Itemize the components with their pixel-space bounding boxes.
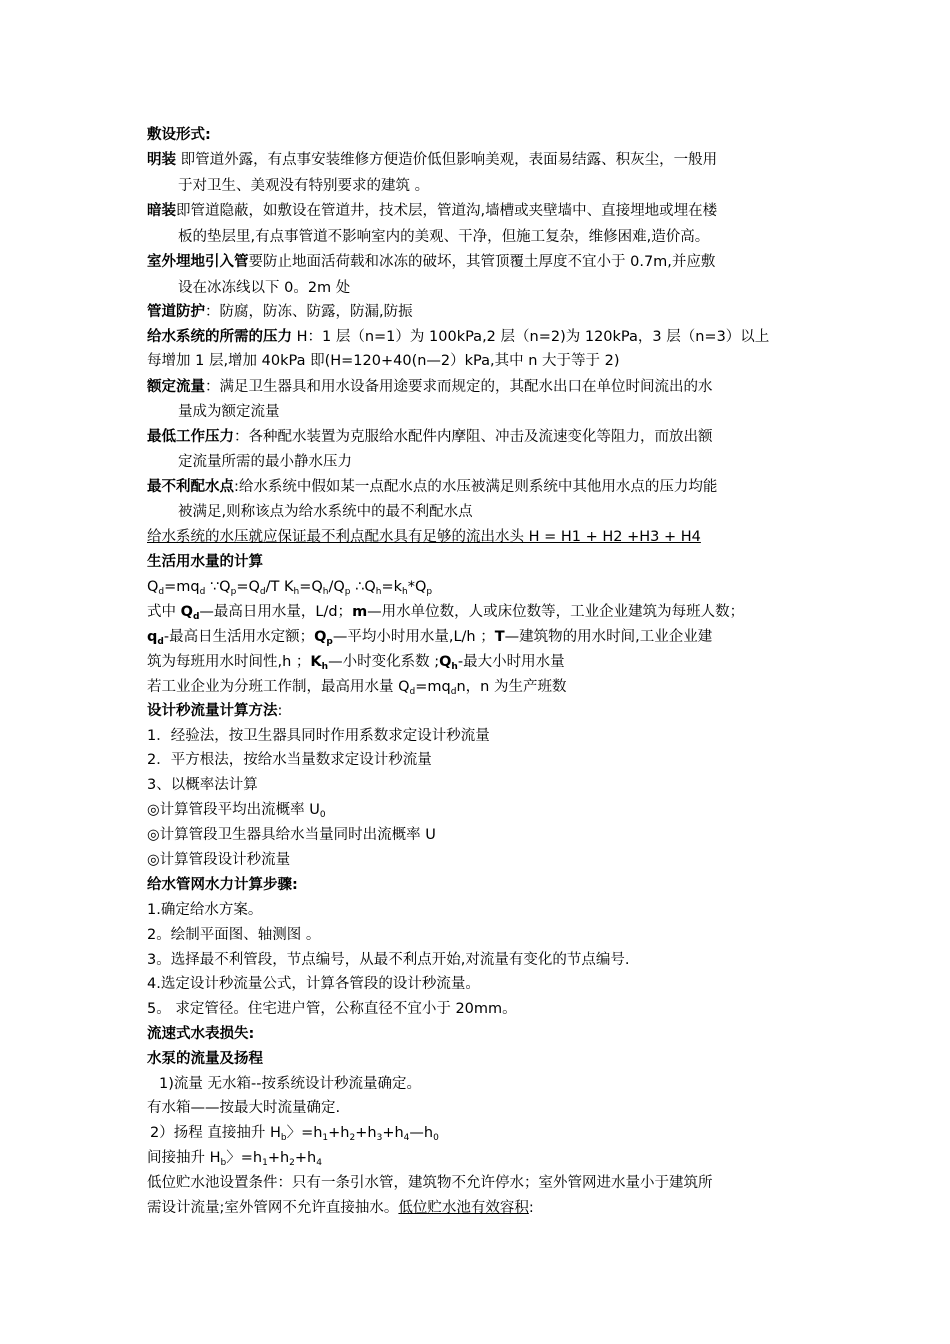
subscript-text: 1	[262, 1158, 268, 1168]
text-segment: 于对卫生、美观没有特别要求的建筑 。	[178, 178, 430, 194]
text-segment: 量成为额定流量	[178, 404, 280, 420]
subscript-text: p	[426, 587, 433, 597]
text-segment: Q	[147, 579, 159, 595]
text-segment: 室外埋地引入管	[147, 254, 249, 270]
text-segment: —h	[409, 1125, 434, 1141]
subscript-text: 2	[349, 1133, 356, 1143]
text-segment: 生活用水量的计算	[147, 554, 263, 570]
text-segment: K	[310, 654, 322, 670]
text-segment: T	[494, 629, 505, 645]
list-item	[159, 1074, 421, 1094]
line-section-heading	[147, 875, 298, 895]
text-segment: 低位贮水池设置条件：只有一条引水管，建筑物不允许停水；室外管网进水量小于建筑所	[147, 1175, 713, 1191]
text-segment: 2。绘制平面图、轴测图 。	[147, 927, 321, 943]
text-segment: 明装	[147, 152, 176, 168]
list-item	[147, 1098, 340, 1118]
text-segment: 定流量所需的最小静水压力	[178, 454, 352, 470]
text-segment: 〉=h	[286, 1125, 323, 1141]
subscript-text: d	[158, 587, 165, 597]
subscript-text: 0	[319, 810, 326, 820]
line-section-heading	[147, 552, 263, 572]
text-segment: 给水管网水力计算步骤:	[147, 877, 298, 893]
list-item	[147, 974, 480, 994]
text-segment: Q	[180, 604, 193, 620]
line-underlined-formula	[147, 527, 701, 547]
list-item	[147, 800, 326, 820]
text-segment: 有水箱——按最大时流量确定.	[147, 1100, 341, 1116]
subscript-text: d	[450, 687, 457, 697]
subscript-text: p	[230, 587, 237, 597]
subscript-text: 3	[376, 1133, 383, 1143]
text-segment: Q	[439, 654, 452, 670]
text-segment: 管道防护	[147, 304, 205, 320]
text-segment: H：1 层（n=1）为 100kPa,2 层（n=2)为 120kPa，3 层（n=3）以上	[292, 329, 770, 345]
subscript-text: h	[293, 587, 300, 597]
subscript-text: h	[321, 662, 329, 672]
text-segment: 给水系统的所需的压力	[147, 329, 292, 345]
subscript-text: d	[259, 587, 266, 597]
text-segment: 水泵的流量及扬程	[147, 1051, 263, 1067]
text-segment: 1.确定给水方案。	[147, 902, 263, 918]
text-segment: =Q	[236, 579, 260, 595]
line-paragraph	[147, 302, 413, 322]
subscript-text: 1	[322, 1133, 329, 1143]
line-section-heading	[147, 125, 211, 145]
text-segment: =Q	[299, 579, 323, 595]
text-segment: Q	[314, 629, 327, 645]
text-segment: 〉=h	[226, 1150, 263, 1166]
text-segment: 2）扬程 直接抽升 H	[150, 1125, 281, 1141]
subscript-text: d	[409, 687, 416, 697]
text-segment: 若工业企业为分班工作制，最高用水量 Q	[147, 679, 410, 695]
text-segment: 4.选定设计秒流量公式，计算各管段的设计秒流量。	[147, 976, 480, 992]
text-segment: ∵Q	[205, 579, 231, 595]
text-segment: ◎计算管段设计秒流量	[147, 852, 291, 868]
text-segment: 1)流量 无水箱--按系统设计秒流量确定。	[159, 1076, 421, 1092]
text-segment: :	[277, 703, 283, 719]
line-section-heading	[147, 1049, 263, 1069]
line-paragraph	[147, 150, 717, 170]
text-segment: /Q	[328, 579, 345, 595]
text-segment: +h	[267, 1150, 290, 1166]
subscript-text: p	[326, 637, 333, 647]
text-segment: ◎计算管段平均出流概率 U	[147, 802, 320, 818]
text-segment: +h	[382, 1125, 404, 1141]
line-paragraph-continued	[178, 227, 709, 247]
line-paragraph	[147, 477, 717, 497]
subscript-text: h	[402, 587, 408, 597]
line-paragraph	[147, 351, 620, 371]
line-section-heading	[147, 1024, 254, 1044]
subscript-text: d	[157, 637, 164, 647]
line-paragraph-continued	[178, 176, 429, 196]
text-segment: ∴Q	[350, 579, 376, 595]
line-paragraph	[147, 602, 744, 622]
text-segment: 3、以概率法计算	[147, 777, 258, 793]
text-segment: :	[528, 1200, 534, 1216]
line-paragraph-continued	[178, 502, 473, 522]
text-segment: 最低工作压力	[147, 429, 234, 445]
text-segment: 即管道隐蔽，如敷设在管道井，技术层，管道沟,墙槽或夹壁墙中、直接埋地或埋在楼	[176, 203, 718, 219]
line-formula	[147, 577, 432, 597]
text-segment: q	[147, 629, 158, 645]
text-segment: m	[352, 604, 368, 620]
text-segment: —小时变化系数 ;	[328, 654, 440, 670]
text-segment: 即管道外露，有点事安装维修方便造价低但影响美观，表面易结露、积灰尘，一般用	[176, 152, 718, 168]
list-item	[147, 750, 432, 770]
line-paragraph	[147, 377, 713, 397]
text-segment: 要防止地面活荷载和冰冻的破坏，其管顶覆土厚度不宜小于 0.7m,并应敷	[248, 254, 716, 270]
text-segment: 2．平方根法，按给水当量数求定设计秒流量	[147, 752, 432, 768]
line-formula	[150, 1123, 439, 1143]
line-paragraph	[147, 1198, 534, 1218]
text-segment: ：防腐，防冻、防露，防漏,防振	[205, 304, 413, 320]
subscript-text: h	[322, 587, 329, 597]
text-segment: ◎计算管段卫生器具给水当量同时出流概率 U	[147, 827, 436, 843]
text-segment: 流速式水表损失:	[147, 1026, 255, 1042]
list-item	[147, 925, 320, 945]
text-segment: 式中	[147, 604, 181, 620]
text-segment: =mq	[415, 679, 451, 695]
list-item	[147, 850, 290, 870]
text-segment: 设计秒流量计算方法	[147, 703, 278, 719]
text-segment: +h	[294, 1150, 317, 1166]
text-segment: 需设计流量;室外管网不允许直接抽水。	[147, 1200, 399, 1216]
text-segment: n，n 为生产班数	[456, 679, 567, 695]
line-paragraph	[147, 677, 566, 697]
subscript-text: 4	[403, 1133, 410, 1143]
text-segment: —平均小时用水量,L/h ；	[332, 629, 495, 645]
text-segment: 低位贮水池有效容积	[398, 1200, 529, 1216]
subscript-text: h	[451, 662, 458, 672]
line-paragraph	[147, 427, 713, 447]
list-item	[147, 900, 262, 920]
line-paragraph	[147, 201, 717, 221]
subscript-text: d	[192, 612, 200, 622]
text-segment: 1．经验法，按卫生器具同时作用系数求定设计秒流量	[147, 728, 490, 744]
subscript-text: p	[344, 587, 351, 597]
text-segment: 间接抽升 H	[147, 1150, 221, 1166]
line-paragraph-continued	[178, 278, 350, 298]
subscript-text: 0	[433, 1133, 439, 1143]
list-item	[147, 726, 490, 746]
list-item	[147, 825, 436, 845]
text-segment: 筑为每班用水时间性,h ；	[147, 654, 311, 670]
subscript-text: b	[220, 1158, 227, 1168]
line-paragraph-continued	[178, 402, 280, 422]
text-segment: 被满足,则称该点为给水系统中的最不利配水点	[178, 504, 473, 520]
line-formula	[147, 1148, 322, 1168]
subscript-text: 4	[316, 1158, 322, 1168]
text-segment: -最高日生活用水定额；	[163, 629, 315, 645]
line-section-heading	[147, 701, 282, 721]
text-segment: 给水系统的水压就应保证最不利点配水具有足够的流出水头 H = H1 + H2 +H3 + H4	[147, 529, 701, 545]
line-paragraph	[147, 652, 565, 672]
text-segment: *Q	[407, 579, 427, 595]
text-segment: —最高日用水量，L/d；	[199, 604, 353, 620]
text-segment: 最不利配水点	[147, 479, 234, 495]
text-segment: +h	[355, 1125, 377, 1141]
subscript-text: b	[280, 1133, 287, 1143]
text-segment: +h	[328, 1125, 350, 1141]
text-segment: -最大小时用水量	[457, 654, 565, 670]
line-paragraph	[147, 627, 712, 647]
subscript-text: d	[199, 587, 206, 597]
line-paragraph	[147, 327, 769, 347]
text-segment: =mq	[164, 579, 200, 595]
text-segment: 3。选择最不利管段，节点编号，从最不利点开始,对流量有变化的节点编号.	[147, 952, 630, 968]
text-segment: /T K	[265, 579, 294, 595]
text-segment: 板的垫层里,有点事管道不影响室内的美观、干净，但施工复杂，维修困难,造价高。	[178, 229, 710, 245]
subscript-text: 2	[289, 1158, 295, 1168]
text-segment: 敷设形式:	[147, 127, 211, 143]
list-item	[147, 775, 258, 795]
text-segment: :给水系统中假如某一点配水点的水压被满足则系统中其他用水点的压力均能	[234, 479, 718, 495]
subscript-text: h	[375, 587, 382, 597]
text-segment: 暗装	[147, 203, 176, 219]
list-item	[147, 950, 629, 970]
text-segment: —建筑物的用水时间,工业企业建	[504, 629, 713, 645]
line-paragraph	[147, 1173, 713, 1193]
text-segment: ：满足卫生器具和用水设备用途要求而规定的，其配水出口在单位时间流出的水	[205, 379, 713, 395]
text-segment: 设在冰冻线以下 0。2m 处	[178, 280, 351, 296]
text-segment: 每增加 1 层,增加 40kPa 即(H=120+40(n—2）kPa,其中 n 大于等于 2)	[147, 353, 620, 369]
text-segment: =k	[381, 579, 403, 595]
line-paragraph	[147, 252, 715, 272]
line-paragraph-continued	[178, 452, 352, 472]
text-segment: 5。 求定管径。住宅进户管，公称直径不宜小于 20mm。	[147, 1001, 517, 1017]
text-segment: 额定流量	[147, 379, 205, 395]
text-segment: —用水单位数，人或床位数等，工业企业建筑为每班人数；	[367, 604, 745, 620]
list-item	[147, 999, 517, 1019]
text-segment: ：各种配水装置为克服给水配件内摩阻、冲击及流速变化等阻力，而放出额	[234, 429, 713, 445]
